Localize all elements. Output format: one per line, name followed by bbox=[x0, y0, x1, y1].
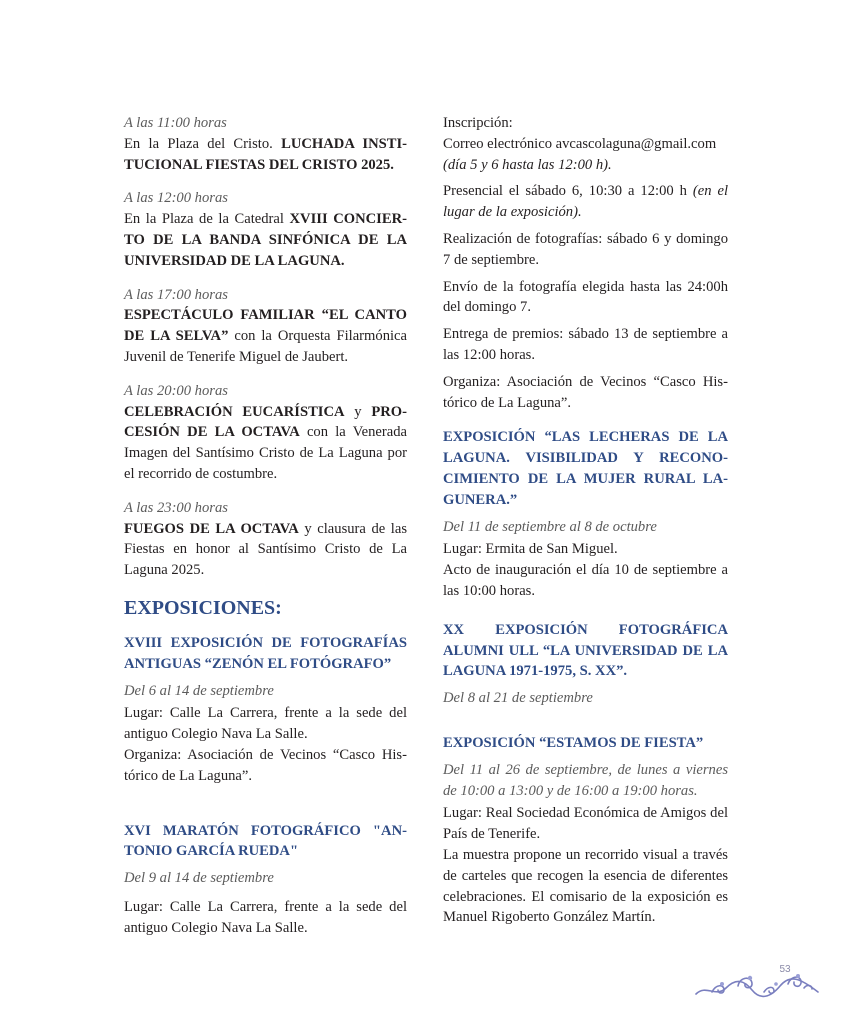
inscription-block bbox=[443, 113, 728, 413]
exhibition-dates: Del 8 al 21 de septiembre bbox=[443, 690, 593, 707]
exhibition-title: XVIII EXPOSICIÓN DE FOTOGRAFÍAS ANTIGUAS “ZENÓN EL FOTÓGRAFO” bbox=[124, 634, 407, 672]
right-column bbox=[443, 113, 728, 928]
exhibition-place: Lugar: Calle La Carrera, frente a la sede del antiguo Colegio Nava La Salle. bbox=[124, 705, 407, 743]
exhibition-title: XVI MARATÓN FOTOGRÁFICO "ANTONIO GARCÍA RUEDA" bbox=[124, 822, 407, 860]
exhibition-title: EXPOSICIÓN “LAS LECHERAS DE LA LAGUNA. VISIBILIDAD Y RECONOCIMIENTO DE LA MUJER RURAL LAGUNERA.” bbox=[443, 429, 728, 508]
exhibition-place: Lugar: Calle La Carrera, frente a la sede del antiguo Colegio Nava La Salle. bbox=[124, 898, 407, 936]
event-time: A las 20:00 horas bbox=[124, 382, 228, 399]
exhibition-dates: Del 9 al 14 de septiembre bbox=[124, 870, 274, 887]
exhibition-dates: Del 6 al 14 de septiembre bbox=[124, 682, 274, 699]
section-title-exposiciones: EXPOSICIONES: bbox=[124, 596, 282, 619]
exhibition-organizer: Organiza: Asociación de Vecinos “Casco Histórico de La Laguna”. bbox=[124, 746, 407, 784]
event-title: CELEBRACIÓN EUCARÍSTICA bbox=[124, 403, 345, 420]
event-1200 bbox=[124, 188, 407, 271]
inscription-presencial: Presencial el sábado 6, 10:30 a 12:00 h (en el lugar de la exposición). bbox=[443, 183, 728, 221]
event-time: A las 11:00 horas bbox=[124, 115, 227, 131]
event-title: FUEGOS DE LA OCTAVA bbox=[124, 520, 299, 537]
exhibition-title: EXPOSICIÓN “ESTAMOS DE FIESTA” bbox=[443, 734, 704, 751]
event-title: XVIII CONCIERTO DE LA BANDA SINFÓNICA DE LA UNIVERSIDAD DE LA LAGUNA. bbox=[124, 211, 407, 269]
event-2000 bbox=[124, 381, 407, 485]
event-title: ESPECTÁCULO FAMILIAR “EL CANTO DE LA SELVA” bbox=[124, 307, 407, 345]
inscription-email: Correo electrónico avcascolaguna@gmail.com bbox=[443, 135, 717, 152]
page-number: 53 bbox=[779, 964, 791, 975]
event-description: En la Plaza de la Catedral XVIII CONCIERTO DE LA BANDA SINFÓNICA DE LA UNIVERSIDAD DE LA LAGUNA. bbox=[124, 211, 407, 269]
event-description: En la Plaza del Cristo. LUCHADA INSTITUCIONAL FIESTAS DEL CRISTO 2025. bbox=[124, 135, 408, 173]
event-1100 bbox=[124, 113, 407, 175]
inscription-envio: Envío de la fotografía elegida hasta las 24:00h del domingo 7. bbox=[443, 278, 728, 316]
exhibition-maraton bbox=[124, 821, 407, 939]
inscription-email-note: (día 5 y 6 hasta las 12:00 h). bbox=[443, 156, 612, 173]
inscription-entrega: Entrega de premios: sábado 13 de septiembre a las 12:00 horas. bbox=[443, 326, 728, 363]
event-description: FUEGOS DE LA OCTAVA y clausura de las Fiestas en honor al Santísimo Cristo de La Laguna 2025. bbox=[124, 520, 408, 579]
event-1700 bbox=[124, 285, 407, 368]
left-column bbox=[124, 113, 407, 939]
exhibition-dates: Del 11 al 26 de septiembre, de lunes a viernes de 10:00 a 13:00 y de 16:00 a 19:00 horas. bbox=[443, 761, 728, 799]
exhibition-inauguration: Acto de inauguración el día 10 de septiembre a las 10:00 horas. bbox=[443, 562, 728, 599]
event-time: A las 17:00 horas bbox=[124, 286, 228, 303]
exhibition-title: XX EXPOSICIÓN FOTOGRÁFICA ALUMNI ULL “LA UNIVERSIDAD DE LA LAGUNA 1971-1975, S. XX”. bbox=[443, 621, 728, 680]
inscription-realizacion: Realización de fotografías: sábado 6 y domingo 7 de septiembre. bbox=[443, 230, 728, 268]
exhibition-zenon bbox=[124, 633, 407, 787]
inscription-organizer: Organiza: Asociación de Vecinos “Casco Histórico de La Laguna”. bbox=[443, 373, 728, 411]
event-title-2: PROCESIÓN DE LA OCTAVA bbox=[124, 403, 407, 441]
event-description: ESPECTÁCULO FAMILIAR “EL CANTO DE LA SELVA” con la Orquesta Filarmónica Juvenil de Tenerife Miguel de Jaubert. bbox=[124, 307, 407, 365]
exhibition-dates: Del 11 de septiembre al 8 de octubre bbox=[443, 518, 657, 535]
exhibition-place: Lugar: Real Sociedad Económica de Amigos del País de Tenerife. bbox=[443, 805, 728, 843]
event-2300 bbox=[124, 498, 407, 581]
event-time: A las 12:00 horas bbox=[124, 190, 228, 207]
exhibition-lecheras bbox=[443, 427, 728, 601]
exhibition-place: Lugar: Ermita de San Miguel. bbox=[443, 541, 618, 558]
inscription-label: Inscripción: bbox=[443, 115, 513, 131]
baroque-flourish-ornament-icon bbox=[692, 962, 822, 1002]
event-time: A las 23:00 horas bbox=[124, 499, 228, 516]
event-description: CELEBRACIÓN EUCARÍSTICA y PROCESIÓN DE LA OCTAVA con la Venerada Imagen del Santísimo Cristo de La Laguna por el recorrido de costumbre. bbox=[124, 403, 407, 482]
exhibition-alumni bbox=[443, 620, 728, 709]
exhibition-description: La muestra propone un recorrido visual a través de carteles que recogen la esencia de diferentes celebraciones. El comisario de la exposición es Manuel Rigoberto González Martín. bbox=[443, 846, 728, 926]
event-title: LUCHADA INSTITUCIONAL FIESTAS DEL CRISTO 2025. bbox=[124, 135, 408, 173]
exhibition-fiesta bbox=[443, 733, 728, 928]
